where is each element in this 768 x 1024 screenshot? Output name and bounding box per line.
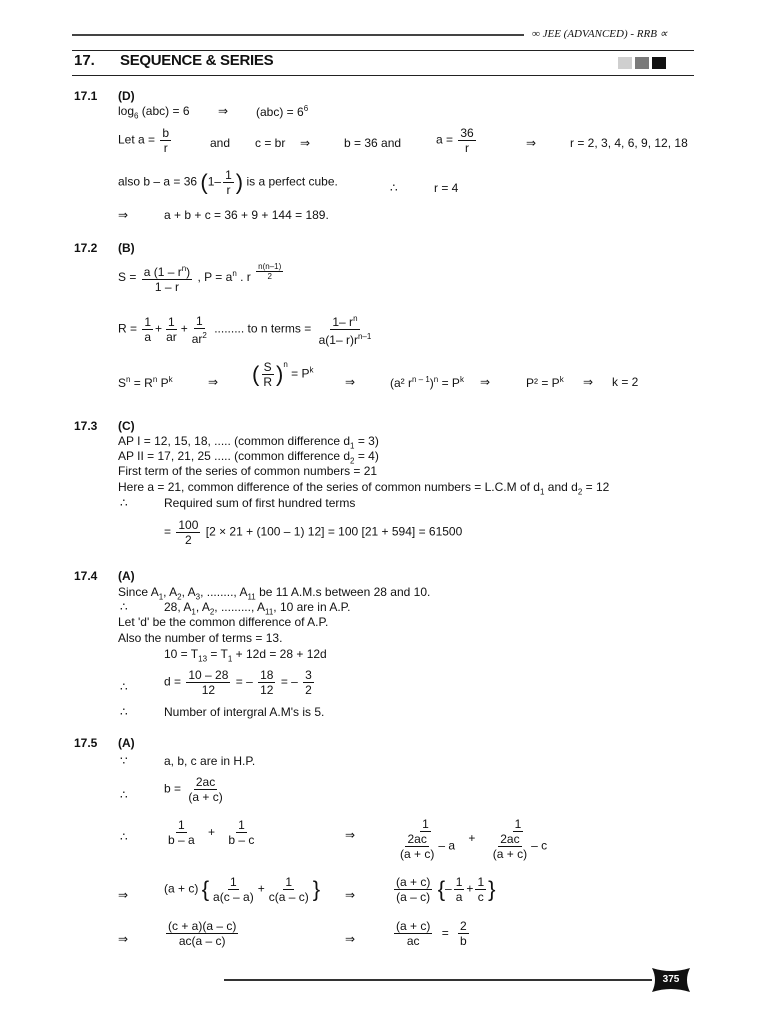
question-number: 17.4: [74, 569, 98, 583]
implies-symbol: ⇒: [118, 932, 129, 946]
solution-line: (a² $r^{n - 1})^n = P^k$: [390, 375, 464, 390]
question-number: 17.3: [74, 419, 98, 433]
text: r = 2, 3, 4, 6, 9, 12, 18: [570, 136, 688, 150]
chapter-title: SEQUENCE & SERIES: [120, 52, 274, 69]
decor-square-mid: [635, 57, 649, 69]
solution-line: a = $\frac{36}{r}$: [436, 126, 474, 155]
fraction: $\frac{1}{r}$: [225, 168, 232, 197]
answer-key: (A): [118, 569, 135, 583]
implies-symbol: ⇒: [300, 136, 311, 150]
solution-line: $\log_6 (abc) = 6$: [118, 104, 190, 121]
text: and: [210, 136, 231, 150]
implies-symbol: ⇒: [118, 208, 129, 222]
implies-symbol: ⇒: [345, 828, 356, 842]
solution-line: ( $\frac{S}{R}$ )$^n = P^k$: [252, 360, 314, 389]
fraction: $\frac{b}{r}$: [162, 126, 170, 155]
solution-line: also b – a = 36 (1– $\frac{1}{r}$ ) is a perfect cube.: [118, 168, 338, 197]
decor-square-dark: [652, 57, 666, 69]
solution-line: b = $\frac{2ac}{(a + c)}$: [164, 775, 223, 804]
solution-line: $S^n = R^n$ $P^k$: [118, 375, 173, 390]
therefore-symbol: ∴: [120, 680, 128, 694]
solution-line: S = $\frac{a (1 - r^n)}{1 - r}$ , $P = a^n$ . r $\frac{n(n-1)}{2}$: [118, 262, 282, 294]
answer-key: (C): [118, 419, 135, 433]
solution-line: $\frac{(c + a)(a - c)}{ac(a - c)}$: [168, 919, 237, 948]
solution-line: AP I = 12, 15, 18, ..... (common difference $d_1 = 3$): [118, 434, 379, 451]
answer-key: (D): [118, 89, 135, 103]
text: r = 4: [434, 181, 459, 195]
therefore-symbol: ∴: [120, 788, 128, 802]
therefore-symbol: ∴: [120, 830, 128, 844]
question-number: 17.1: [74, 89, 98, 103]
question-number: 17.5: [74, 736, 98, 750]
decor-square-light: [618, 57, 632, 69]
text: Required sum of first hundred terms: [164, 496, 356, 510]
text: Number of intergral A.M's is 5.: [164, 705, 325, 719]
implies-symbol: ⇒: [345, 888, 356, 902]
solution-line: = $\frac{100}{2}$ [2 × 21 + (100 – 1) 12] = 100 [21 + 594] = 61500: [164, 518, 463, 547]
implies-symbol: ⇒: [345, 932, 356, 946]
header-text: ∞ JEE (ADVANCED) - RRB ∝: [532, 28, 668, 40]
implies-symbol: ⇒: [345, 375, 356, 389]
therefore-symbol: ∴: [390, 181, 398, 195]
solution-line: First term of the series of common numbers = 21: [118, 464, 378, 478]
solution-line: d = $\frac{10 - 28}{12}$ = – $\frac{18}{12}$ = – $\frac{3}{2}$: [164, 668, 312, 697]
text: a + b + c = 36 + 9 + 144 = 189.: [164, 208, 329, 222]
implies-symbol: ⇒: [526, 136, 537, 150]
footer-rule: [224, 979, 652, 981]
therefore-symbol: ∴: [120, 600, 128, 614]
exponent-fraction: $\frac{n(n-1)}{2}$: [258, 262, 282, 281]
solution-line: (a + c) { $\frac{1}{a(c - a)}$ + $\frac{1}{c(a - c)}$ }: [164, 875, 321, 904]
solution-line: Let a = $\frac{b}{r}$: [118, 126, 170, 155]
solution-line: $\frac{(a + c)}{(a - c)}$ {– $\frac{1}{a}$ + $\frac{1}{c}$ }: [396, 875, 496, 904]
solution-line: $P^2 = P^k$: [526, 375, 564, 390]
implies-symbol: ⇒: [218, 104, 229, 118]
because-symbol: ∵: [120, 754, 128, 768]
text: a, b, c are in H.P.: [164, 754, 256, 768]
implies-symbol: ⇒: [118, 888, 129, 902]
fraction: $\frac{36}{r}$: [460, 126, 474, 155]
answer-key: (B): [118, 241, 135, 255]
fraction: $\frac{a (1 - r^n)}{1 - r}$: [143, 264, 191, 294]
solution-line: $\frac{(a + c)}{ac}$ = $\frac{2}{b}$: [396, 919, 467, 948]
solution-line: Also the number of terms = 13.: [118, 631, 283, 645]
text: k = 2: [612, 375, 639, 389]
header-rule: [72, 34, 524, 36]
therefore-symbol: ∴: [120, 705, 128, 719]
chapter-title-bar: [72, 50, 694, 76]
solution-line: Since $A_1$, $A_2$, $A_3$, ........, $A_{11}$ be 11 A.M.s between 28 and 10.: [118, 585, 431, 602]
solution-line: $(abc) = 6^6$: [256, 104, 309, 119]
solution-line: AP II = 17, 21, 25 ..... (common difference $d_2 = 4$): [118, 449, 379, 466]
implies-symbol: ⇒: [208, 375, 219, 389]
solution-line: Let 'd' be the common difference of A.P.: [118, 615, 329, 629]
solution-line: Here a = 21, common difference of the series of common numbers = L.C.M of $d_1$ and $d_2 = 12$: [118, 480, 610, 497]
implies-symbol: ⇒: [480, 375, 491, 389]
chapter-number: 17.: [74, 52, 95, 69]
therefore-symbol: ∴: [120, 496, 128, 510]
solution-line: R = $\frac{1}{a}$ + $\frac{1}{ar}$ + $\frac{1}{ar^2}$ ......... to n terms = $\frac{1- r^n}{a(1- r)r^{n-1}}$: [118, 313, 372, 347]
implies-symbol: ⇒: [583, 375, 594, 389]
text: c = br: [255, 136, 286, 150]
solution-line: $\frac{1}{b - a}$ + $\frac{1}{b - c}$: [168, 818, 255, 847]
answer-key: (A): [118, 736, 135, 750]
solution-line: 1 $\frac{2ac}{(a + c)}$ – a + 1 $\frac{2ac}{(a + c)}$ – c: [400, 817, 548, 861]
question-number: 17.2: [74, 241, 98, 255]
solution-line: 28, $A_1$, $A_2$, ........., $A_{11}$, 10 are in A.P.: [164, 600, 351, 617]
solution-line: $10 = T_{13} = T_1 + 12d = 28 + 12d$: [164, 647, 327, 664]
text: b = 36 and: [344, 136, 402, 150]
page-number: 375: [662, 974, 680, 985]
